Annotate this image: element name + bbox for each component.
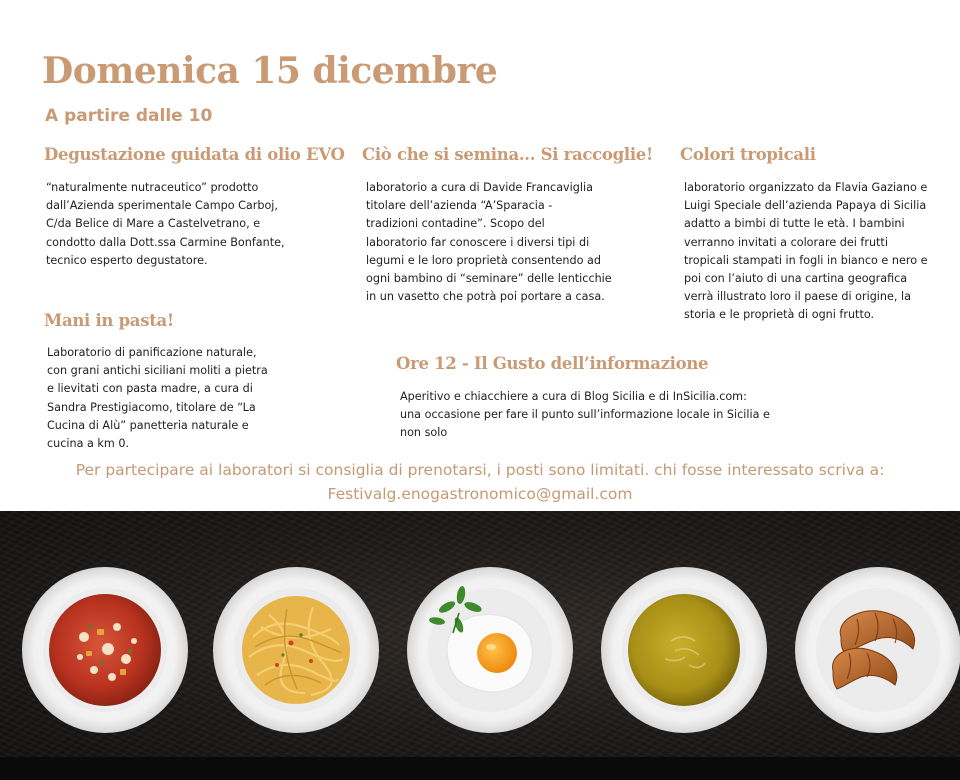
- spaghetti-plate-icon: [213, 567, 379, 733]
- section-semina-title: Ciò che si semina... Si raccoglie!: [362, 145, 653, 164]
- section-tropicali-title: Colori tropicali: [680, 145, 816, 164]
- croissant-plate-icon: [795, 567, 960, 733]
- section-degustazione-body: “naturalmente nutraceutico” prodotto dall’Azienda sperimentale Campo Carboj, C/da Belice di Mare a Castelvetrano, e condotto dalla Dott.ssa Carmine Bonfante, tecnico esperto degustatore.: [46, 181, 285, 267]
- booking-note-text: Per partecipare ai laboratori si consiglia di prenotarsi, i posti sono limitati. chi fosse interessato scriva a:: [75, 461, 885, 479]
- section-tropicali-body: laboratorio organizzato da Flavia Gaziano e Luigi Speciale dell’azienda Papaya di Sicilia adatto a bimbi di tutte le età. I bambini verranno invitati a colorare dei frutti tropicali stampati in fogli in bianco e nero e poi con l’aiuto di una cartina geografica verrà illustrato loro il paese di origine, la storia e le proprietà di ogni frutto.: [684, 181, 928, 322]
- soup-plate-icon: [22, 567, 188, 733]
- food-photo-band: [0, 511, 960, 757]
- section-pasta-body: Laboratorio di panificazione naturale, con grani antichi siciliani moliti a pietra e lievitati con pasta madre, a cura di Sandra Prestigiacomo, titolare de “La Cucina di Alù” panetteria naturale e cucina a km 0.: [47, 346, 268, 451]
- cream-soup-plate-icon: [601, 567, 767, 733]
- section-gusto-title: Ore 12 - Il Gusto dell’informazione: [396, 354, 709, 373]
- section-pasta-title: Mani in pasta!: [44, 311, 174, 330]
- contact-email[interactable]: Festivalg.enogastronomico@gmail.com: [327, 485, 633, 503]
- fried-egg-plate-icon: [407, 567, 573, 733]
- bottom-bar: [0, 757, 960, 780]
- page-subtitle: A partire dalle 10: [45, 106, 213, 126]
- section-degustazione-title: Degustazione guidata di olio EVO: [44, 145, 345, 164]
- section-semina-body: laboratorio a cura di Davide Francaviglia titolare dell’azienda “A’Sparacia - tradizioni contadine”. Scopo del laboratorio far conoscere i diversi tipi di legumi e le loro proprietà consentendo ad ogni bambino di “seminare” delle lenticchie in un vasetto che potrà poi portare a casa.: [366, 181, 612, 304]
- booking-note: [0, 458, 960, 506]
- page-title: Domenica 15 dicembre: [42, 50, 498, 92]
- section-gusto-body: Aperitivo e chiacchiere a cura di Blog Sicilia e di InSicilia.com: una occasione per fare il punto sull’informazione locale in Sicilia e non solo: [400, 390, 770, 440]
